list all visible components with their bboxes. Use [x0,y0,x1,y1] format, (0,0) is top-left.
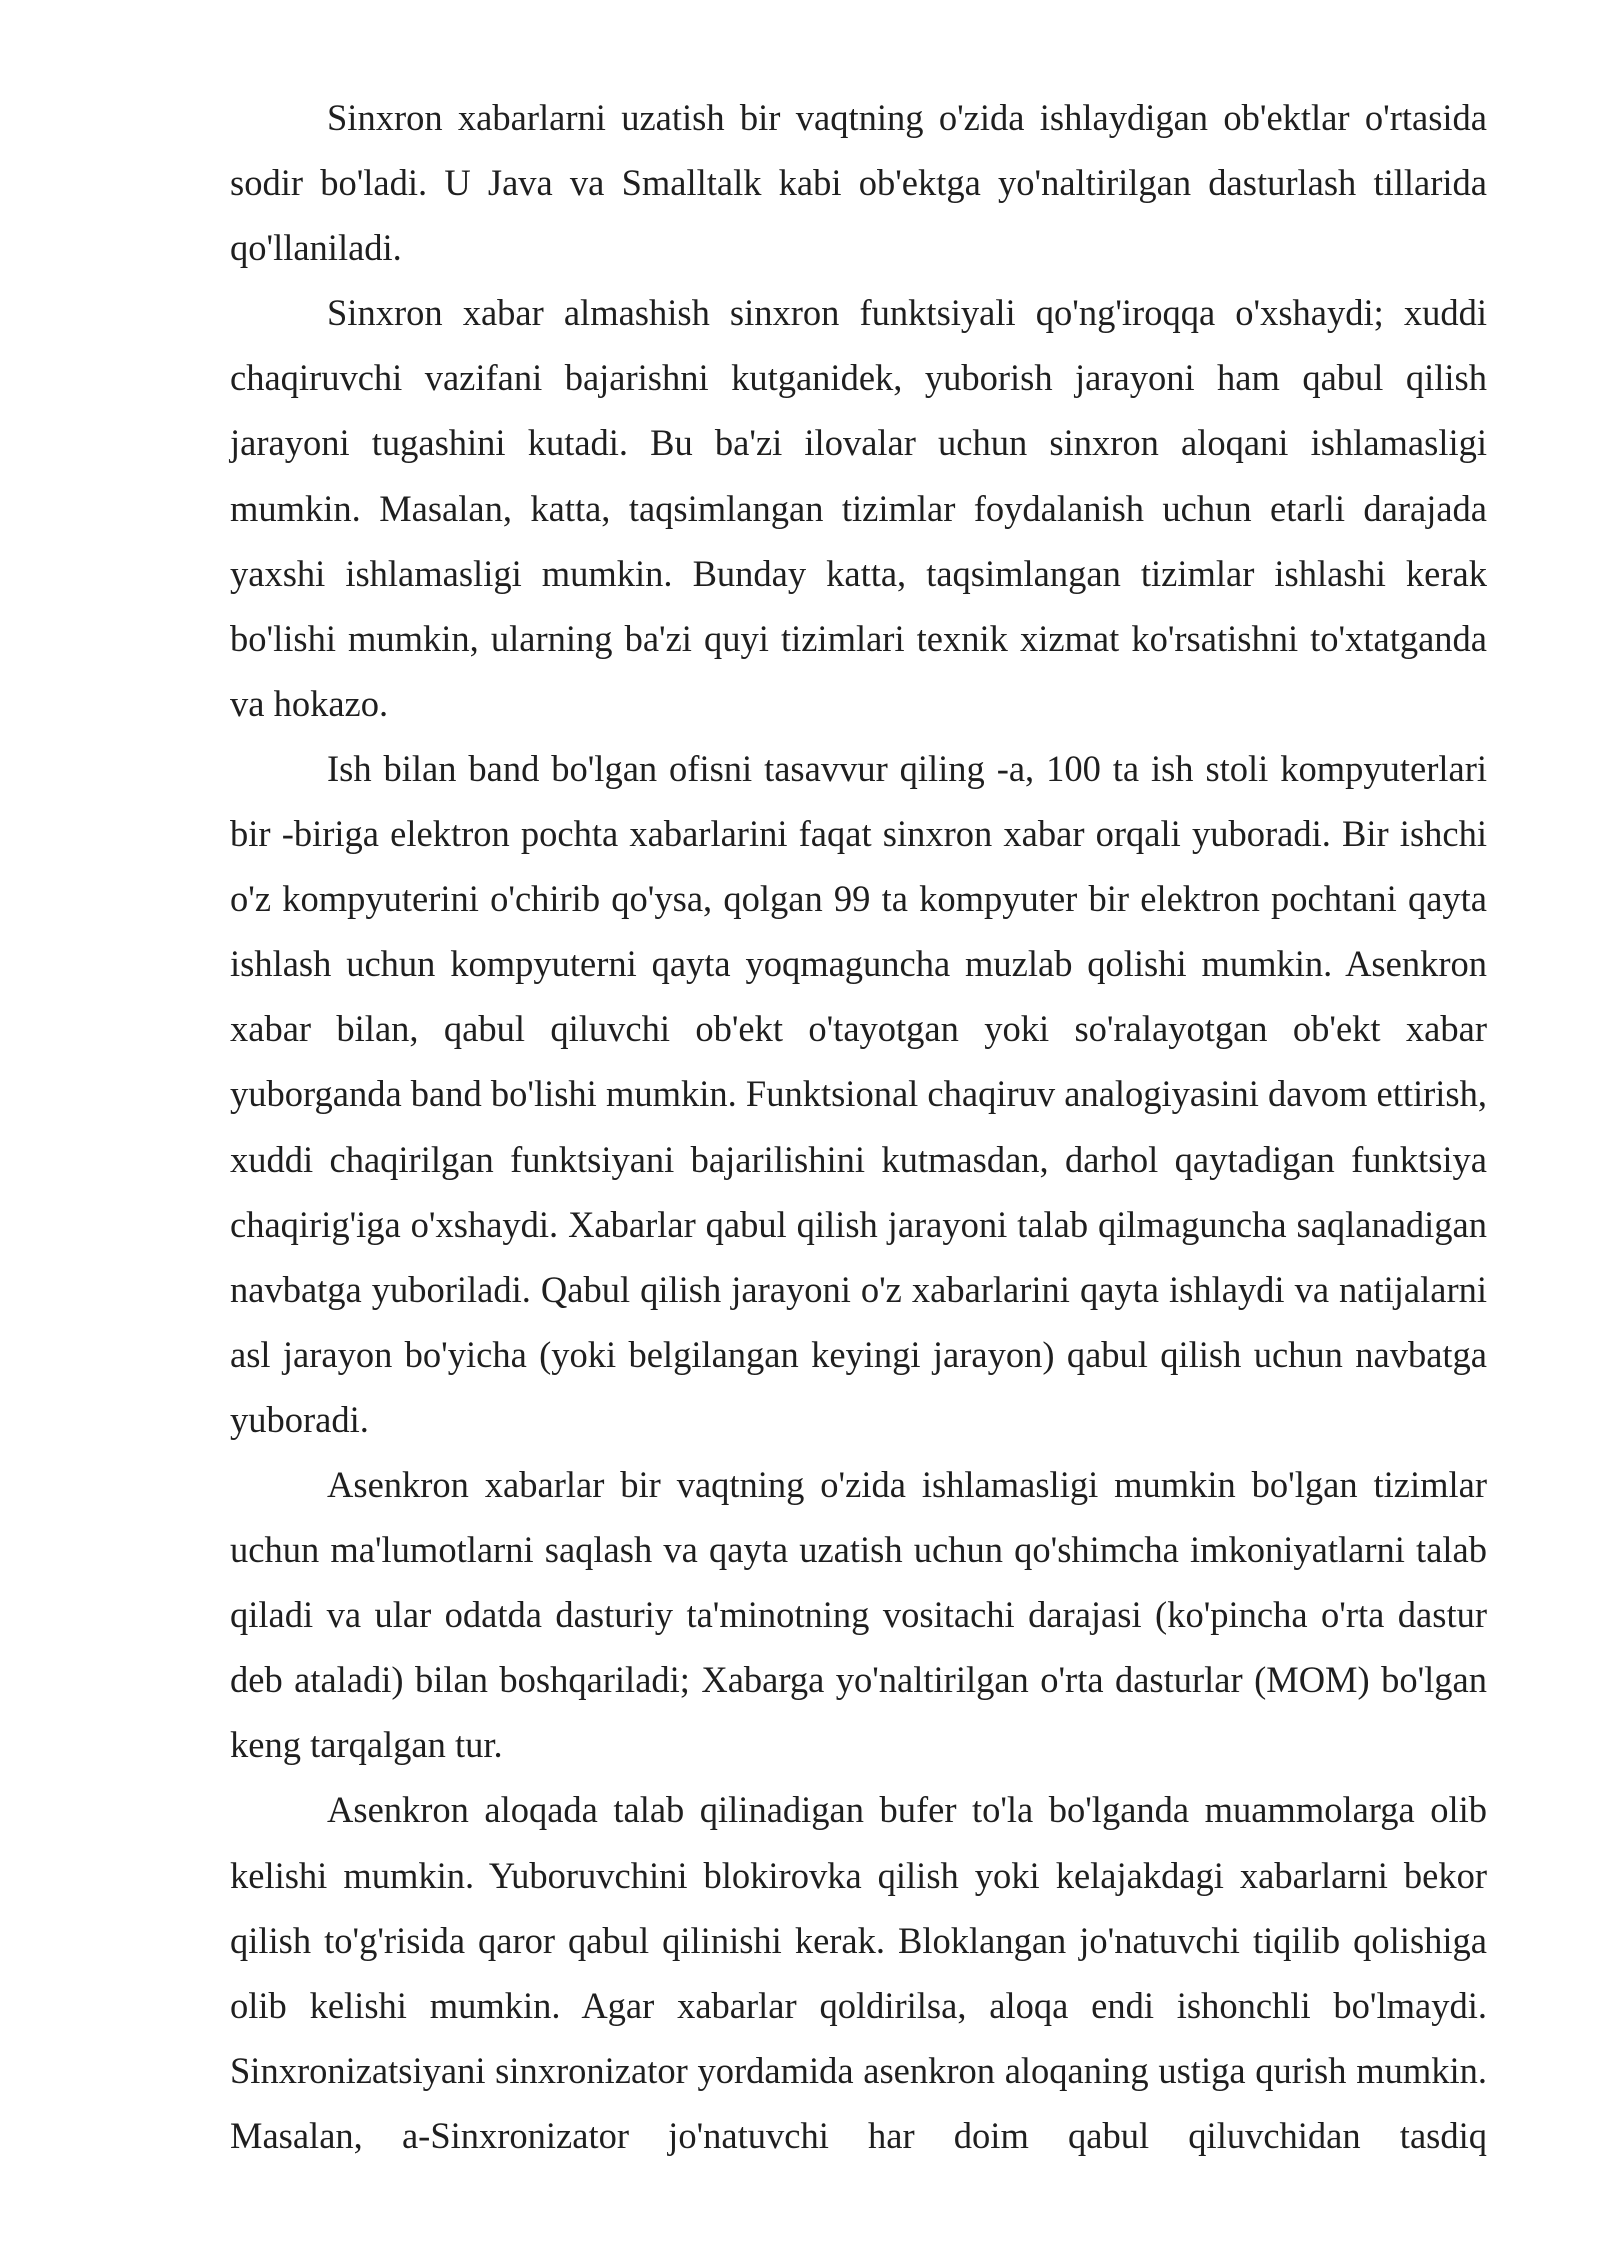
paragraph-async-buffer-problems: Asenkron aloqada talab qilinadigan bufer to'la bo'lganda muammolarga olib kelishi mumkin. Yuboruvchini blokirovka qilish yoki kelajakdagi xabarlarni bekor qilish to'g'risida qaror qabul qilinishi kerak. Bloklangan jo'natuvchi tiqilib qolishiga olib kelishi mumkin. Agar xabarlar qoldirilsa, aloqa endi ishonchli bo'lmaydi. Sinxronizatsiyani sinxronizator yordamida asenkron aloqaning ustiga qurish mumkin. Masalan, a-Sinxronizator jo'natuvchi har doim qabul qiluvchidan tasdiq [230,1789,1487,2156]
document-page [230,85,1487,2168]
paragraph-busy-office-example: Ish bilan band bo'lgan ofisni tasavvur qiling -a, 100 ta ish stoli kompyuterlari bir -biriga elektron pochta xabarlarini faqat sinxron xabar orqali yuboradi. Bir ishchi o'z kompyuterini o'chirib qo'ysa, qolgan 99 ta kompyuter bir elektron pochtani qayta ishlash uchun kompyuterni qayta yoqmaguncha muzlab qolishi mumkin. Asenkron xabar bilan, qabul qiluvchi ob'ekt o'tayotgan yoki so'ralayotgan ob'ekt xabar yuborganda band bo'lishi mumkin. Funktsional chaqiruv analogiyasini davom ettirish, xuddi chaqirilgan funktsiyani bajarilishini kutmasdan, darhol qaytadigan funktsiya chaqirig'iga o'xshaydi. Xabarlar qabul qilish jarayoni talab qilmaguncha saqlanadigan navbatga yuboriladi. Qabul qilish jarayoni o'z xabarlarini qayta ishlaydi va natijalarni asl jarayon bo'yicha (yoki belgilangan keyingi jarayon) qabul qilish uchun navbatga yuboradi. [230,747,1487,1440]
paragraph-async-middleware: Asenkron xabarlar bir vaqtning o'zida ishlamasligi mumkin bo'lgan tizimlar uchun ma'lumotlarni saqlash va qayta uzatish uchun qo'shimcha imkoniyatlarni talab qiladi va ular odatda dasturiy ta'minotning vositachi darajasi (ko'pincha o'rta dastur deb ataladi) bilan boshqariladi; Xabarga yo'naltirilgan o'rta dasturlar (MOM) bo'lgan keng tarqalgan tur. [230,1463,1487,1766]
paragraph-sync-function-call-analogy: Sinxron xabar almashish sinxron funktsiyali qo'ng'iroqqa o'xshaydi; xuddi chaqiruvchi vazifani bajarishni kutganidek, yuborish jarayoni ham qabul qilish jarayoni tugashini kutadi. Bu ba'zi ilovalar uchun sinxron aloqani ishlamasligi mumkin. Masalan, katta, taqsimlangan tizimlar foydalanish uchun etarli darajada yaxshi ishlamasligi mumkin. Bunday katta, taqsimlangan tizimlar ishlashi kerak bo'lishi mumkin, ularning ba'zi quyi tizimlari texnik xizmat ko'rsatishni to'xtatganda va hokazo. [230,292,1487,724]
paragraph-sync-messaging-intro: Sinxron xabarlarni uzatish bir vaqtning o'zida ishlaydigan ob'ektlar o'rtasida sodir bo'ladi. U Java va Smalltalk kabi ob'ektga yo'naltirilgan dasturlash tillarida qo'llaniladi. [230,97,1487,269]
